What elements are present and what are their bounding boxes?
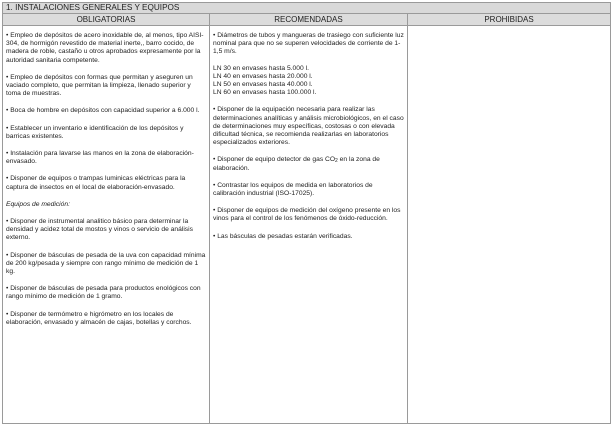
prohibidas-cell xyxy=(408,26,610,424)
column-header-recomendadas: RECOMENDADAS xyxy=(210,14,408,25)
co2-subscript: 2 xyxy=(335,158,338,165)
list-item: • Boca de hombre en depósitos con capacidad superior a 6.000 l. xyxy=(6,107,200,115)
list-item: • Disponer de básculas de pesada de la uva con capacidad mínima de 200 kg/pesada y siempre con rango mínimo de medición de 1 kg. xyxy=(6,251,206,276)
equipos-heading: Equipos de medición: xyxy=(6,200,70,208)
list-item: • Disponer de equipos de medición del oxígeno presente en los vinos para el control de los fenómenos de óxido-reducción. xyxy=(213,207,401,223)
list-item: • Disponer de termómetro e higrómetro en los locales de elaboración, envasado y almacén de cajas, botellas y corchos. xyxy=(6,310,192,326)
list-item: • Disponer de básculas de pesada para productos enológicos con rango mínimo de medición de 1 gramo. xyxy=(6,285,201,301)
ln-line: LN 40 en envases hasta 20.000 l. xyxy=(213,72,313,80)
ln-line: LN 30 en envases hasta 5.000 l. xyxy=(213,64,309,72)
list-item-co2 xyxy=(213,156,404,172)
ln-line: LN 60 en envases hasta 100.000 l. xyxy=(213,89,317,97)
list-item: • Diámetros de tubos y mangueras de trasiego con suficiente luz nominal para que no se superen velocidades de corriente de 1-1,5 m/s. xyxy=(213,32,404,56)
recomendadas-cell xyxy=(210,26,408,424)
section-title: 1. INSTALACIONES GENERALES Y EQUIPOS xyxy=(3,3,610,14)
list-item: • Contrastar los equipos de medida en laboratorios de calibración industrial (ISO-17025). xyxy=(213,181,373,198)
list-item: • Disponer de instrumental analitico básico para determinar la densidad y acidez total de mostos y vinos o servicio de análisis externo. xyxy=(6,218,193,242)
list-item: • Disponer de equipos o trampas luminicas eléctricas para la captura de insectos en el local de elaboración-envasado. xyxy=(6,175,186,191)
table-body-row xyxy=(3,26,610,424)
list-item: • Instalación para lavarse las manos en la zona de elaboración-envasado. xyxy=(6,150,194,166)
co2-text-end: en la zona de elaboración. xyxy=(213,156,380,172)
list-item: • Disponer de la equipación necesaria para realizar las determinaciones analíticas y análisis microbiológicos, en el caso de determinaciones muy específicas, costosas o con elevada dificultad técnica, se recomienda realizarlas en laboratorios especializados exteriores. xyxy=(213,106,404,147)
column-header-obligatorias: OBLIGATORIAS xyxy=(3,14,210,25)
list-item: • Establecer un inventario e identificación de los depósitos y barricas existentes. xyxy=(6,124,184,140)
column-header-prohibidas: PROHIBIDAS xyxy=(408,14,610,25)
list-item: • Las básculas de pesadas estarán verificadas. xyxy=(213,232,353,240)
obligatorias-cell xyxy=(3,26,210,424)
ln-line: LN 50 en envases hasta 40.000 l. xyxy=(213,81,313,89)
co2-text: • Disponer de equipo detector de gas CO xyxy=(213,156,336,164)
list-item: • Empleo de depósitos de acero inoxidable de, al menos, tipo AISI-304, de hormigón revestido de material inerte,, barro cocido, de madera de roble, castaño u otros aprobados expresamente por la autoridad sanitaria competente. xyxy=(6,32,204,64)
column-header-row xyxy=(3,14,610,26)
installations-table xyxy=(2,2,611,424)
list-item: • Empleo de depósitos con formas que permitan y aseguren un vaciado completo, que permitan la limpieza, llenado superior y toma de muestras. xyxy=(6,73,193,98)
